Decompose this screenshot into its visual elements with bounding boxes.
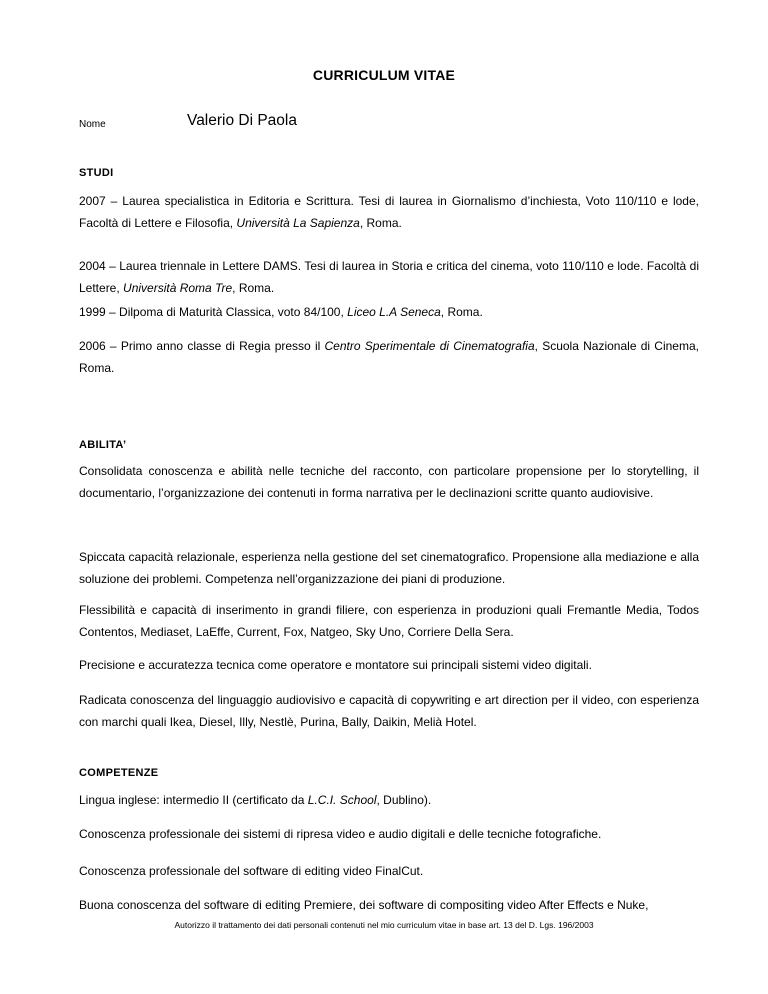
abilita-item: Radicata conoscenza del linguaggio audiovisivo e capacità di copywriting e art direction per il video, con esperienza con marchi quali Ikea, Diesel, Illy, Nestlè, Purina, Bally, Daikin, Melià Hotel.	[79, 693, 699, 729]
studi-item: 1999 – Dilpoma di Maturità Classica, voto 84/100, Liceo L.A Seneca, Roma.	[79, 305, 483, 319]
document-title: CURRICULUM VITAE	[312, 67, 456, 83]
privacy-footer: Autorizzo il trattamento dei dati personali contenuti nel mio curriculum vitae in base art. 13 del D. Lgs. 196/2003	[174, 920, 594, 930]
competenze-item: Conoscenza professionale dei sistemi di ripresa video e audio digitali e delle tecniche fotografiche.	[79, 827, 602, 841]
abilita-item: Spiccata capacità relazionale, esperienza nella gestione del set cinematografico. Propensione alla mediazione e alla soluzione dei problemi. Competenza nell’organizzazione dei piani di produzione.	[79, 550, 699, 586]
section-heading-abilita: ABILITA’	[79, 439, 127, 451]
studi-item: 2004 – Laurea triennale in Lettere DAMS. Tesi di laurea in Storia e critica del cinema, voto 110/110 e lode. Facoltà di Lettere, Università Roma Tre, Roma.	[79, 259, 699, 295]
section-heading-studi: STUDI	[79, 167, 114, 179]
abilita-item: Precisione e accuratezza tecnica come operatore e montatore sui principali sistemi video digitali.	[79, 658, 592, 672]
studi-item: 2006 – Primo anno classe di Regia presso il Centro Sperimentale di Cinematografia, Scuola Nazionale di Cinema, Roma.	[79, 339, 699, 375]
competenze-lingua: Lingua inglese: intermedio II (certificato da L.C.I. School, Dublino).	[79, 793, 432, 807]
name-label: Nome	[79, 119, 106, 130]
name-value: Valerio Di Paola	[187, 112, 297, 129]
competenze-item: Conoscenza professionale del software di editing video FinalCut.	[79, 864, 424, 878]
section-heading-competenze: COMPETENZE	[79, 767, 159, 779]
competenze-item: Buona conoscenza del software di editing Premiere, dei software di compositing video After Effects e Nuke,	[79, 898, 649, 912]
studi-item: 2007 – Laurea specialistica in Editoria e Scrittura. Tesi di laurea in Giornalismo d’inchiesta, Voto 110/110 e lode, Facoltà di Lettere e Filosofia, Università La Sapienza, Roma.	[79, 194, 699, 230]
name-row	[79, 112, 699, 136]
abilita-item: Consolidata conoscenza e abilità nelle tecniche del racconto, con particolare propensione per lo storytelling, il documentario, l’organizzazione dei contenuti in forma narrativa per le declinazioni scritte quanto audiovisive.	[79, 464, 699, 500]
abilita-item: Flessibilità e capacità di inserimento in grandi filiere, con esperienza in produzioni quali Fremantle Media, Todos Contentos, Mediaset, LaEffe, Current, Fox, Natgeo, Sky Uno, Corriere Della Sera.	[79, 603, 699, 639]
